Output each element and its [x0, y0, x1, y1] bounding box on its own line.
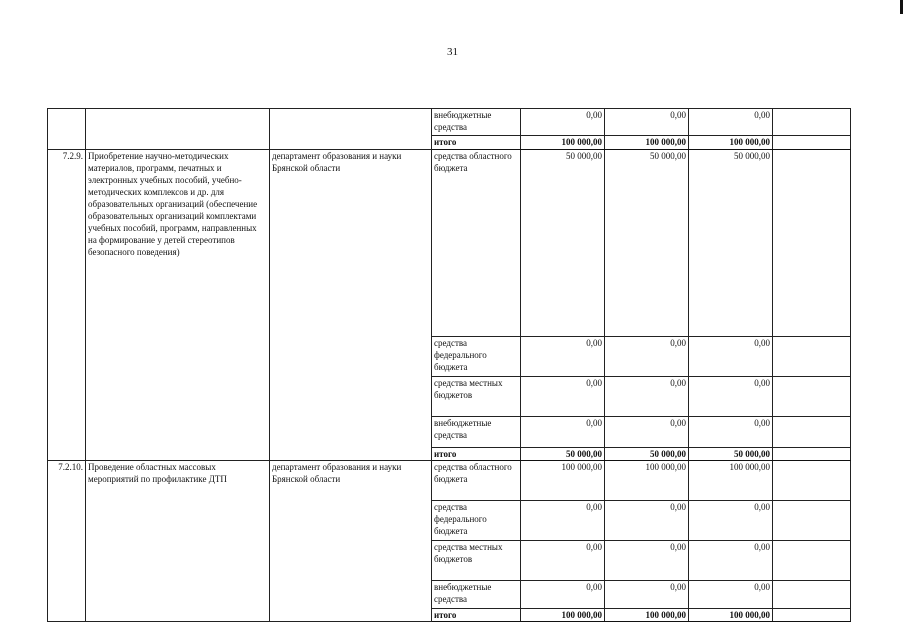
empty-amount-cell: [773, 461, 851, 501]
funding-source-cell: итого: [432, 448, 521, 461]
amount-cell: 50 000,00: [689, 150, 773, 337]
funding-source-cell: средства местных бюджетов: [432, 377, 521, 417]
amount-cell: 50 000,00: [521, 150, 605, 337]
amount-cell: 0,00: [689, 417, 773, 448]
amount-cell: 0,00: [605, 109, 689, 136]
amount-cell: 100 000,00: [605, 609, 689, 622]
amount-cell: 100 000,00: [605, 136, 689, 150]
amount-cell: 0,00: [605, 581, 689, 609]
funding-source-cell: итого: [432, 136, 521, 150]
amount-cell: 0,00: [521, 541, 605, 581]
empty-amount-cell: [773, 136, 851, 150]
program-table: [47, 108, 851, 622]
amount-cell: 0,00: [605, 541, 689, 581]
amount-cell: 0,00: [689, 377, 773, 417]
funding-source-cell: средства местных бюджетов: [432, 541, 521, 581]
funding-source-cell: средства федерального бюджета: [432, 501, 521, 541]
amount-cell: 0,00: [689, 337, 773, 377]
funding-source-cell: внебюджетные средства: [432, 417, 521, 448]
amount-cell: 0,00: [689, 109, 773, 136]
item-code-cell: 7.2.10.: [48, 461, 86, 622]
empty-amount-cell: [773, 109, 851, 136]
amount-cell: 0,00: [689, 541, 773, 581]
amount-cell: 0,00: [605, 417, 689, 448]
table-row: [48, 461, 851, 501]
amount-cell: 50 000,00: [605, 150, 689, 337]
amount-cell: 100 000,00: [605, 461, 689, 501]
amount-cell: 0,00: [605, 501, 689, 541]
amount-cell: 0,00: [521, 581, 605, 609]
code-cell: [48, 109, 86, 150]
amount-cell: 50 000,00: [521, 448, 605, 461]
amount-cell: 0,00: [689, 501, 773, 541]
scan-edge-mark: [900, 0, 903, 14]
name-cell: [86, 109, 270, 150]
amount-cell: 100 000,00: [689, 461, 773, 501]
empty-amount-cell: [773, 541, 851, 581]
amount-cell: 100 000,00: [689, 609, 773, 622]
empty-amount-cell: [773, 377, 851, 417]
funding-source-cell: итого: [432, 609, 521, 622]
empty-amount-cell: [773, 448, 851, 461]
table-row: [48, 109, 851, 136]
amount-cell: 0,00: [521, 377, 605, 417]
table-row: [48, 150, 851, 337]
amount-cell: 0,00: [521, 337, 605, 377]
amount-cell: 50 000,00: [689, 448, 773, 461]
empty-amount-cell: [773, 417, 851, 448]
executor-cell: департамент образования и науки Брянской области: [270, 150, 432, 461]
funding-source-cell: средства областного бюджета: [432, 461, 521, 501]
funding-source-cell: средства областного бюджета: [432, 150, 521, 337]
empty-amount-cell: [773, 501, 851, 541]
funding-source-cell: средства федерального бюджета: [432, 337, 521, 377]
amount-cell: 100 000,00: [521, 461, 605, 501]
item-name-cell: Приобретение научно-методических материалов, программ, печатных и электронных учебных пособий, учебно-методических комплексов и др. для образовательных организаций (обеспечение образовательных организаций комплектами учебных пособий, программ, направленных на формирование у детей стереотипов безопасного поведения): [86, 150, 270, 461]
empty-amount-cell: [773, 609, 851, 622]
empty-amount-cell: [773, 150, 851, 337]
amount-cell: 0,00: [521, 109, 605, 136]
executor-cell: департамент образования и науки Брянской области: [270, 461, 432, 622]
item-name-cell: Проведение областных массовых мероприятий по профилактике ДТП: [86, 461, 270, 622]
amount-cell: 0,00: [605, 337, 689, 377]
funding-source-cell: внебюджетные средства: [432, 109, 521, 136]
amount-cell: 100 000,00: [521, 609, 605, 622]
amount-cell: 100 000,00: [521, 136, 605, 150]
empty-amount-cell: [773, 581, 851, 609]
amount-cell: 0,00: [689, 581, 773, 609]
amount-cell: 0,00: [605, 377, 689, 417]
amount-cell: 50 000,00: [605, 448, 689, 461]
funding-source-cell: внебюджетные средства: [432, 581, 521, 609]
empty-amount-cell: [773, 337, 851, 377]
amount-cell: 100 000,00: [689, 136, 773, 150]
executor-cell: [270, 109, 432, 150]
amount-cell: 0,00: [521, 417, 605, 448]
page-number: 31: [447, 46, 458, 58]
amount-cell: 0,00: [521, 501, 605, 541]
item-code-cell: 7.2.9.: [48, 150, 86, 461]
